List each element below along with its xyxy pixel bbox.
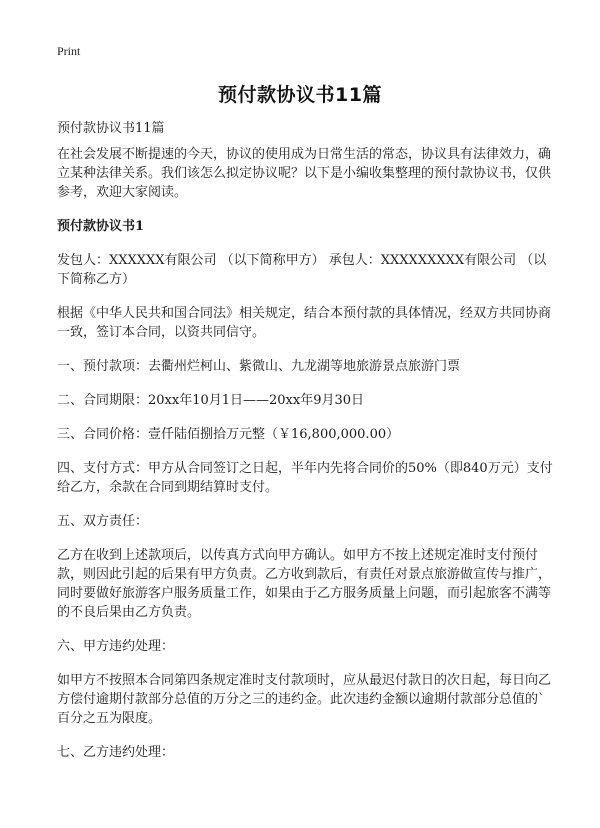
section-heading: 预付款协议书1: [57, 219, 145, 234]
clause-4-payment-method: 四、支付方式：甲方从合同签订之日起，半年内先将合同价的50%（即840万元）支付给乙方，余款在合同到期结算时支付。: [57, 461, 553, 495]
document-title: 预付款协议书11篇: [218, 84, 382, 106]
clause-3-contract-price: 三、合同价格：壹仟陆佰捌拾万元整（￥16,800,000.00）: [57, 427, 400, 442]
document-body: [57, 119, 553, 777]
clause-6-heading: 六、甲方违约处理：: [57, 639, 175, 654]
clause-6-body: 如甲方不按照本合同第四条规定准时支付款项时，应从最迟付款日的次日起，每日向乙方偿付逾期付款部分总值的万分之三的违约金。此次违约金额以逾期付款部分总值的`百分之五为限度。: [57, 673, 552, 726]
clause-5-heading: 五、双方责任：: [57, 514, 149, 529]
clause-1-prepaid-items: 一、预付款项：去衢州烂柯山、紫微山、九龙湖等地旅游景点旅游门票: [57, 359, 461, 374]
document-subtitle: 预付款协议书11篇: [57, 121, 165, 136]
parties-paragraph: 发包人：XXXXXX有限公司 （以下简称甲方） 承包人：XXXXXXXXX有限公司 （以下简称乙方）: [57, 253, 547, 287]
legal-basis-paragraph: 根据《中华人民共和国合同法》相关规定，结合本预付款的具体情况，经双方共同协商一致，签订本合同，以资共同信守。: [57, 306, 552, 340]
clause-7-heading: 七、乙方违约处理：: [57, 745, 175, 760]
print-link[interactable]: Print: [57, 44, 81, 58]
clause-2-contract-term: 二、合同期限：20xx年10月1日——20xx年9月30日: [57, 393, 365, 408]
intro-paragraph: 在社会发展不断提速的今天，协议的使用成为日常生活的常态，协议具有法律效力，确立某种法律关系。我们该怎么拟定协议呢？以下是小编收集整理的预付款协议书，仅供参考，欢迎大家阅读。: [57, 147, 552, 200]
clause-5-body: 乙方在收到上述款项后，以传真方式向甲方确认。如甲方不按上述规定准时支付预付款，则因此引起的后果有甲方负责。乙方收到款后，有责任对景点旅游做宣传与推广，同时要做好旅游客户服务质量工作，如果由于乙方服务质量上问题，而引起旅客不满等的不良后果由乙方负责。: [57, 548, 552, 620]
